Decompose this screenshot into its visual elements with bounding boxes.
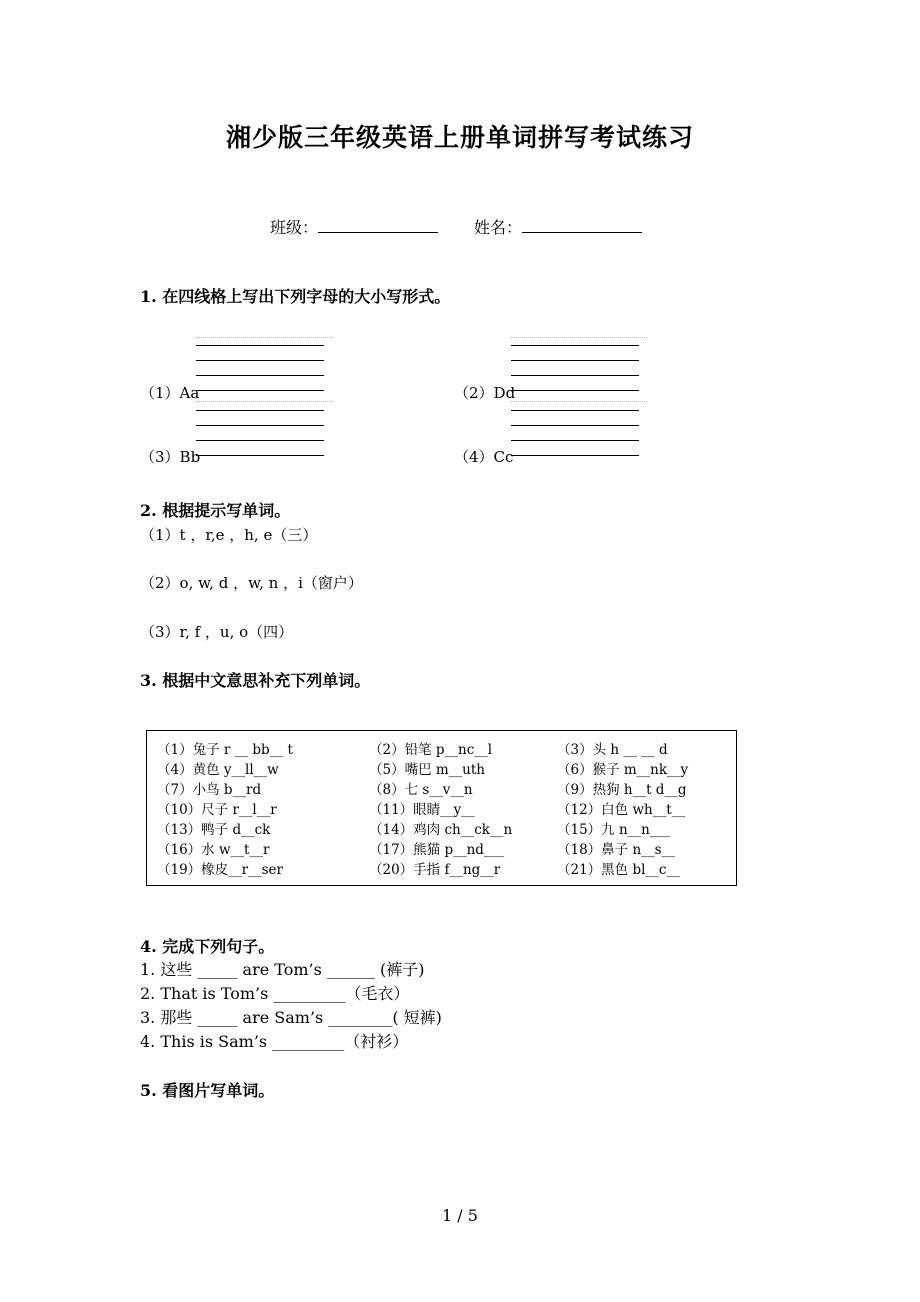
name-blank[interactable]: [522, 218, 642, 233]
name-field[interactable]: [474, 215, 642, 238]
word-completion-box: [146, 730, 737, 886]
word-cell[interactable]: （12）白色 wh__t__: [557, 802, 686, 818]
word-cell[interactable]: （7）小鸟 b__rd: [157, 782, 262, 798]
sentence-item[interactable]: 2. That is Tom’s _________（毛衣）: [140, 984, 410, 1003]
class-field[interactable]: [270, 215, 438, 238]
page-title: 湘少版三年级英语上册单词拼写考试练习: [225, 123, 694, 152]
word-cell[interactable]: （18）鼻子 n__s__: [557, 842, 676, 858]
word-cell[interactable]: （19）橡皮__r__ser: [157, 862, 284, 878]
section-4-heading: 4. 完成下列句子。: [140, 937, 275, 956]
s2-item: （3）r, f ，u, o（四）: [140, 623, 294, 641]
s2-item: （1）t ，r,e ，h, e（三）: [140, 526, 318, 544]
word-cell[interactable]: （6）猴子 m__nk__y: [557, 762, 689, 778]
s2-item: （2）o, w, d ，w, n ，i（窗户）: [140, 574, 363, 592]
s1-item-aa: （1）Aa: [140, 384, 200, 402]
sentence-item[interactable]: 1. 这些 _____ are Tom’s ______ (裤子): [140, 960, 425, 979]
word-cell[interactable]: （15）九 n__n___: [557, 822, 671, 838]
section-1-heading: 1. 在四线格上写出下列字母的大小写形式。: [140, 287, 451, 306]
word-cell[interactable]: （9）热狗 h__t d__g: [557, 782, 687, 798]
section-3-heading: 3. 根据中文意思补充下列单词。: [140, 671, 371, 690]
word-cell[interactable]: （13）鸭子 d__ck: [157, 822, 271, 838]
section-2-heading: 2. 根据提示写单词。: [140, 501, 291, 520]
word-cell[interactable]: （17）熊猫 p__nd___: [369, 842, 505, 858]
word-cell[interactable]: （5）嘴巴 m__uth: [369, 762, 485, 778]
word-cell[interactable]: （21）黑色 bl__c__: [557, 862, 680, 878]
class-blank[interactable]: [318, 218, 438, 233]
s1-item-dd: （2）Dd: [454, 384, 516, 402]
word-cell[interactable]: （2）铅笔 p__nc__l: [369, 742, 493, 758]
sentence-item[interactable]: 3. 那些 _____ are Sam’s ________( 短裤): [140, 1008, 442, 1027]
s1-item-cc: （4）Cc: [454, 448, 514, 466]
word-cell[interactable]: （4）黄色 y__ll__w: [157, 762, 279, 778]
word-cell[interactable]: （20）手指 f__ng__r: [369, 862, 501, 878]
word-cell[interactable]: （10）尺子 r__l__r: [157, 802, 277, 818]
word-cell[interactable]: （8）七 s__v__n: [369, 782, 473, 798]
word-cell[interactable]: （14）鸡肉 ch__ck__n: [369, 822, 513, 838]
page-number: 1 / 5: [442, 1206, 478, 1225]
sentence-item[interactable]: 4. This is Sam’s _________（衬衫）: [140, 1032, 409, 1051]
word-cell[interactable]: （11）眼睛__y__: [369, 802, 475, 818]
word-cell[interactable]: （16）水 w__t__r: [157, 842, 270, 858]
word-cell[interactable]: （1）兔子 r __ bb__ t: [157, 742, 293, 758]
name-label: 姓名：: [474, 218, 523, 237]
word-cell[interactable]: （3）头 h __ __ d: [557, 742, 668, 758]
section-5-heading: 5. 看图片写单词。: [140, 1081, 275, 1100]
s1-item-bb: （3）Bb: [140, 448, 201, 466]
class-label: 班级：: [270, 218, 319, 237]
